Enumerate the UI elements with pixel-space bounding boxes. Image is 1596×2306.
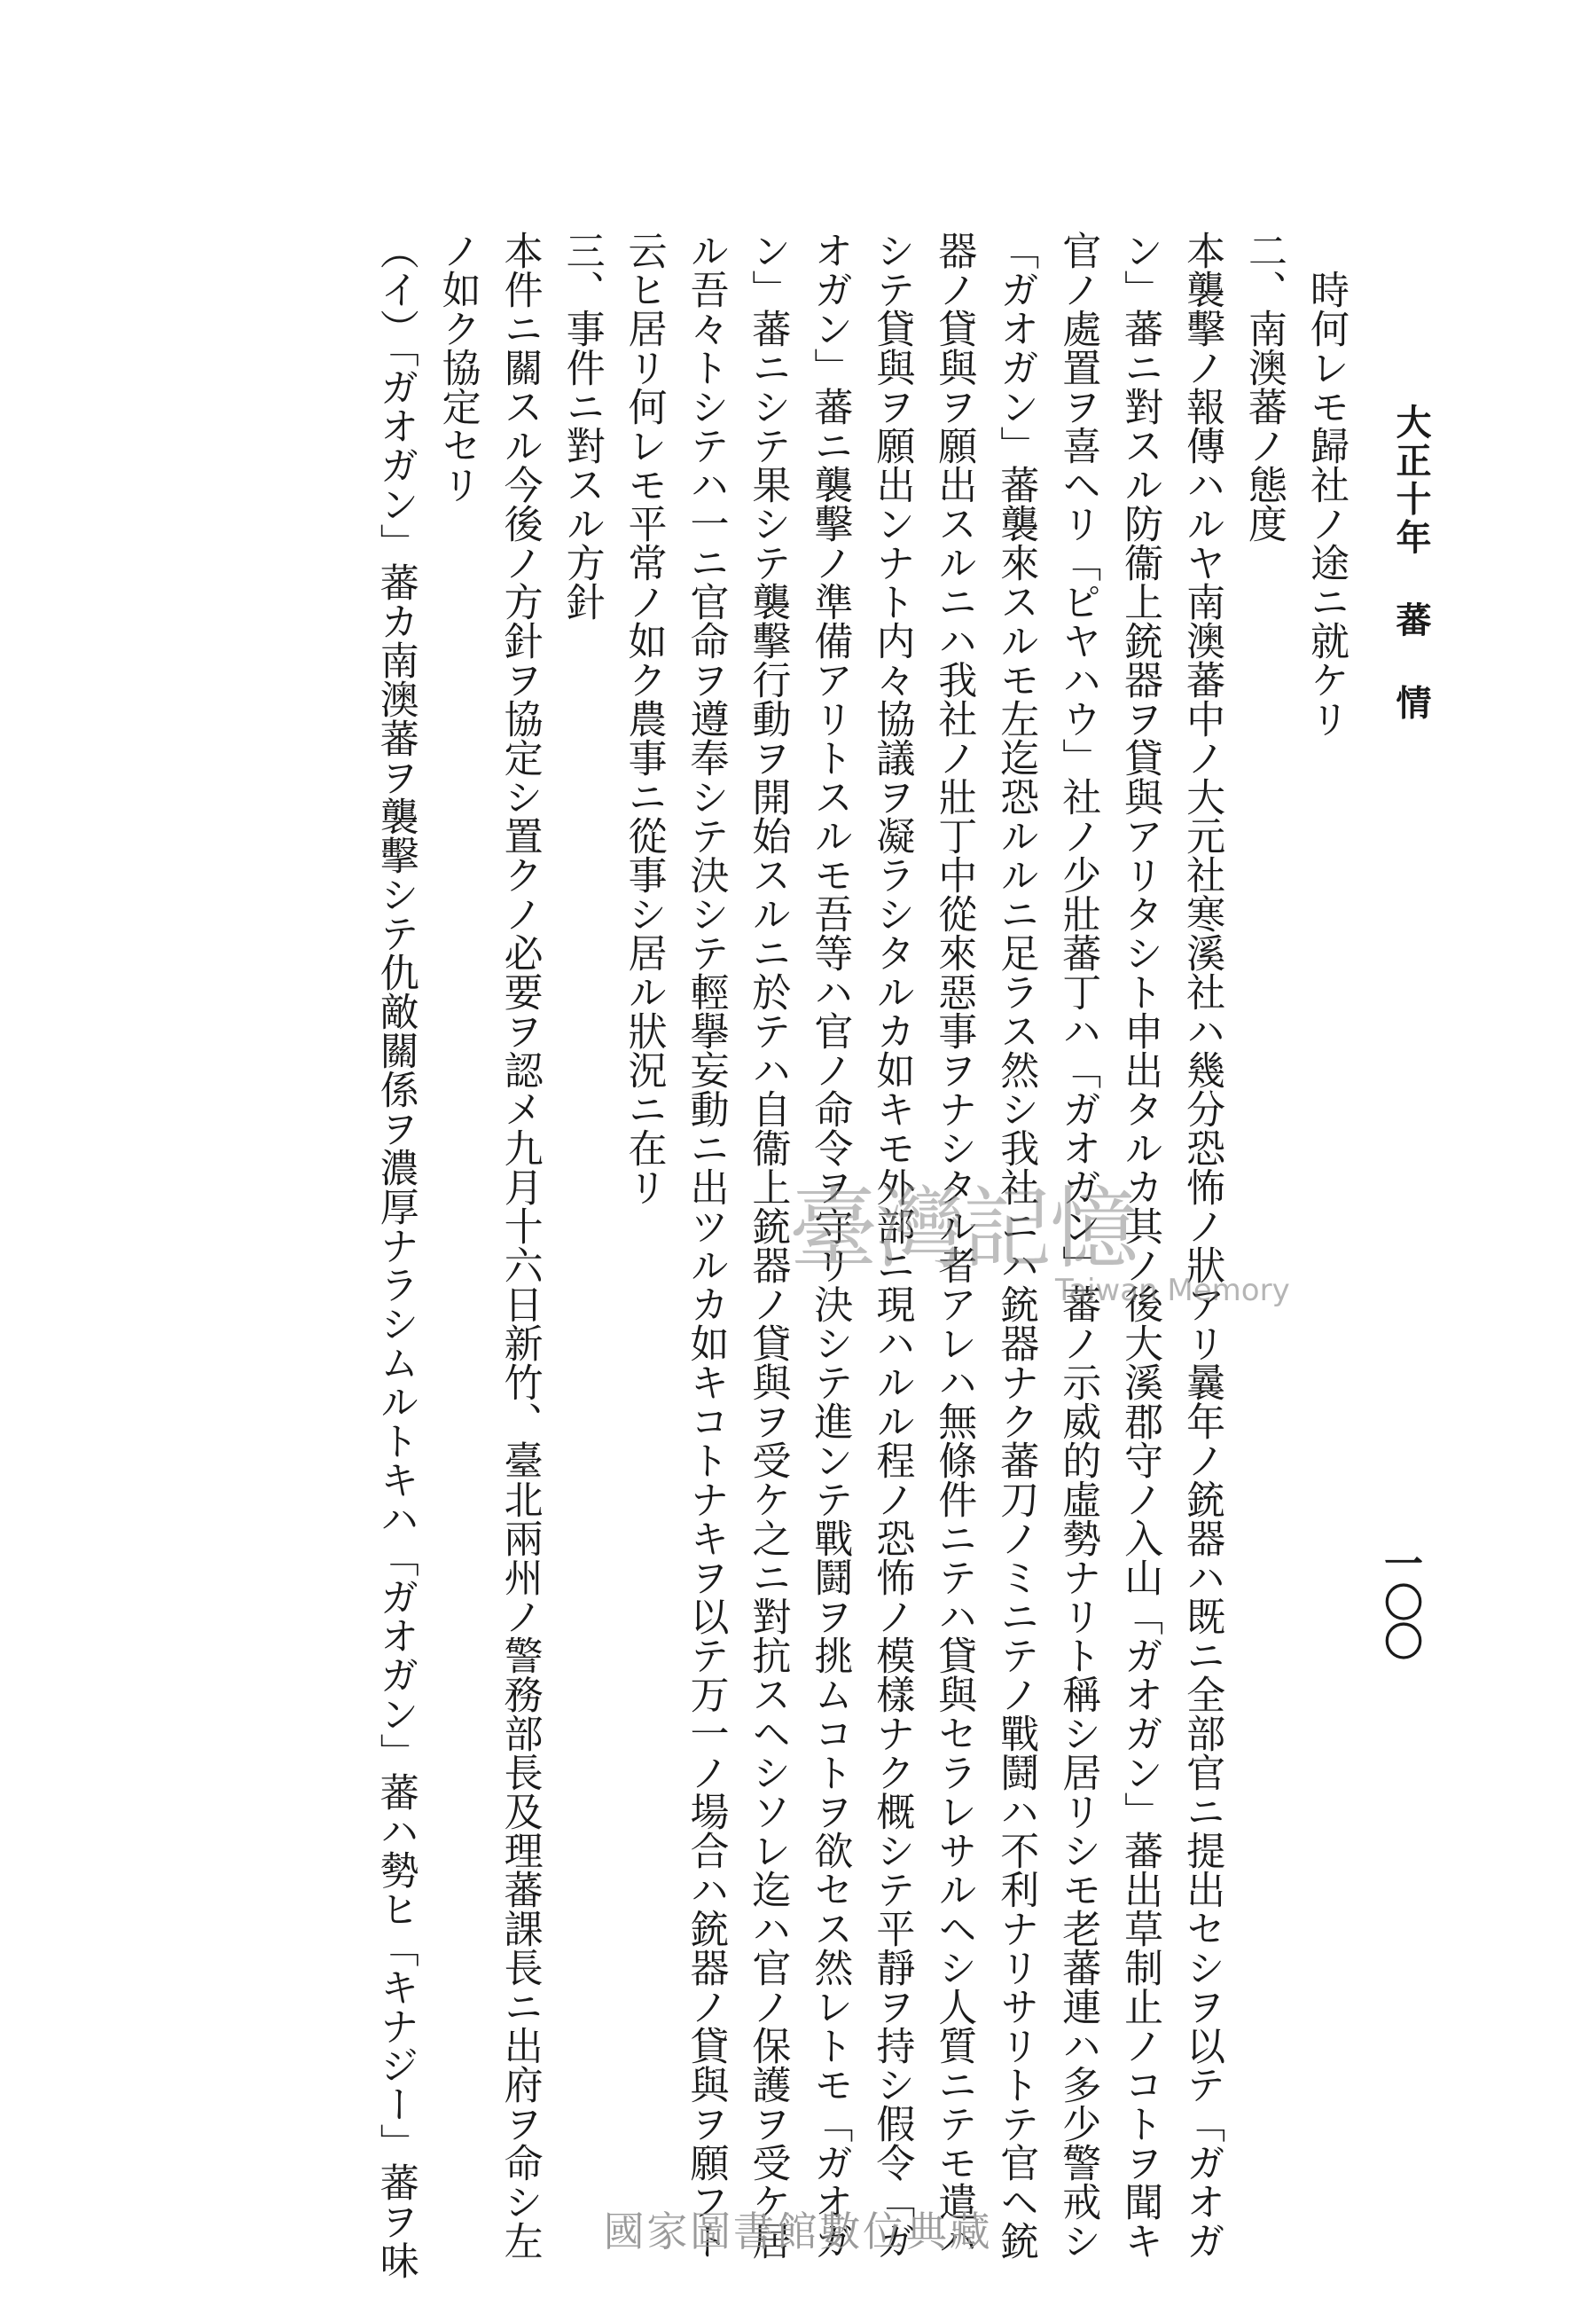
text-column: シテ貸與ヲ願出ンナト内々協議ヲ凝ラシタルカ如キモ外部ニ現ハルル程ノ恐怖ノ模樣ナク概シテ平靜ヲ持シ假令「ガ [869, 231, 915, 2260]
text-column: 官ノ處置ヲ喜ヘリ「ピヤハウ」社ノ少壯蕃丁ハ「ガオガン」蕃ノ示威的虛勢ナリト稱シ居リシモ老蕃連ハ多少警戒シ [1055, 231, 1101, 2260]
watermark-subtitle: Taiwan Memory [1055, 1273, 1290, 1308]
text-column: オガン」蕃ニ襲擊ノ準備アリトスルモ吾等ハ官ノ命令ヲ守リ決シテ進ンテ戰鬪ヲ挑ムコトヲ欲セス然レトモ「ガオガ [807, 231, 853, 2260]
text-column: 本襲擊ノ報傳ハルヤ南澳蕃中ノ大元社寒溪社ハ幾分恐怖ノ狀アリ曩年ノ銃器ハ既ニ全部官ニ提出セシヲ以テ「ガオガ [1179, 231, 1225, 2260]
text-column: 云ヒ居リ何レモ平常ノ如ク農事ニ從事シ居ル狀況ニ在リ [621, 231, 667, 1206]
text-column: 「ガオガン」蕃襲來スルモ左迄恐ルルニ足ラス然シ我社ニハ銃器ナク蕃刀ノミニテノ戰鬪ハ不利ナリサリトテ官ヘ銃 [993, 231, 1039, 2260]
section-heading: 二、南澳蕃ノ態度 [1241, 231, 1287, 543]
section-heading: 三、事件ニ對スル方針 [559, 231, 605, 621]
list-item: （イ）「ガオガン」蕃カ南澳蕃ヲ襲擊シテ仇敵關係ヲ濃厚ナラシムルトキハ「ガオガン」蕃ハ勢ヒ「キナジー」蕃ヲ味 [372, 231, 419, 2279]
text-column: ン」蕃ニシテ果シテ襲擊行動ヲ開始スルニ於テハ自衞上銃器ノ貸與ヲ受ケ之ニ對抗スヘシソレ迄ハ官ノ保護ヲ受ケ居 [745, 231, 791, 2260]
text-column: ノ如ク協定セリ [434, 231, 481, 504]
text-column: 本件ニ關スル今後ノ方針ヲ協定シ置クノ必要ヲ認メ九月十六日新竹、臺北兩州ノ警務部長及理蕃課長ニ出府ヲ命シ左 [497, 231, 543, 2260]
footer-credit: 國家圖書館數位典藏 [603, 2208, 993, 2255]
text-column: ン」蕃ニ對スル防衞上銃器ヲ貸與アリタシト申出タルカ其ノ後大溪郡守ノ入山「ガオガン」蕃出草制止ノコトヲ聞キ [1117, 231, 1163, 2260]
page-number: 一〇〇 [1377, 1543, 1422, 1660]
text-column: 時何レモ歸社ノ途ニ就ケリ [1303, 270, 1349, 738]
text-column: ル吾々トシテハ一ニ官命ヲ遵奉シテ決シテ輕擧妄動ニ出ツルカ如キコトナキヲ以テ万一ノ場合ハ銃器ノ貸與ヲ願フト [683, 231, 729, 2260]
text-column: 器ノ貸與ヲ願出スルニハ我社ノ壯丁中從來惡事ヲナシタル者アレハ無條件ニテハ貸與セラレサルヘシ人質ニテモ遣ハ [931, 231, 977, 2260]
watermark-title: 臺灣記憶 [789, 1177, 1137, 1281]
running-head: 大正十年 蕃 情 [1390, 404, 1432, 723]
